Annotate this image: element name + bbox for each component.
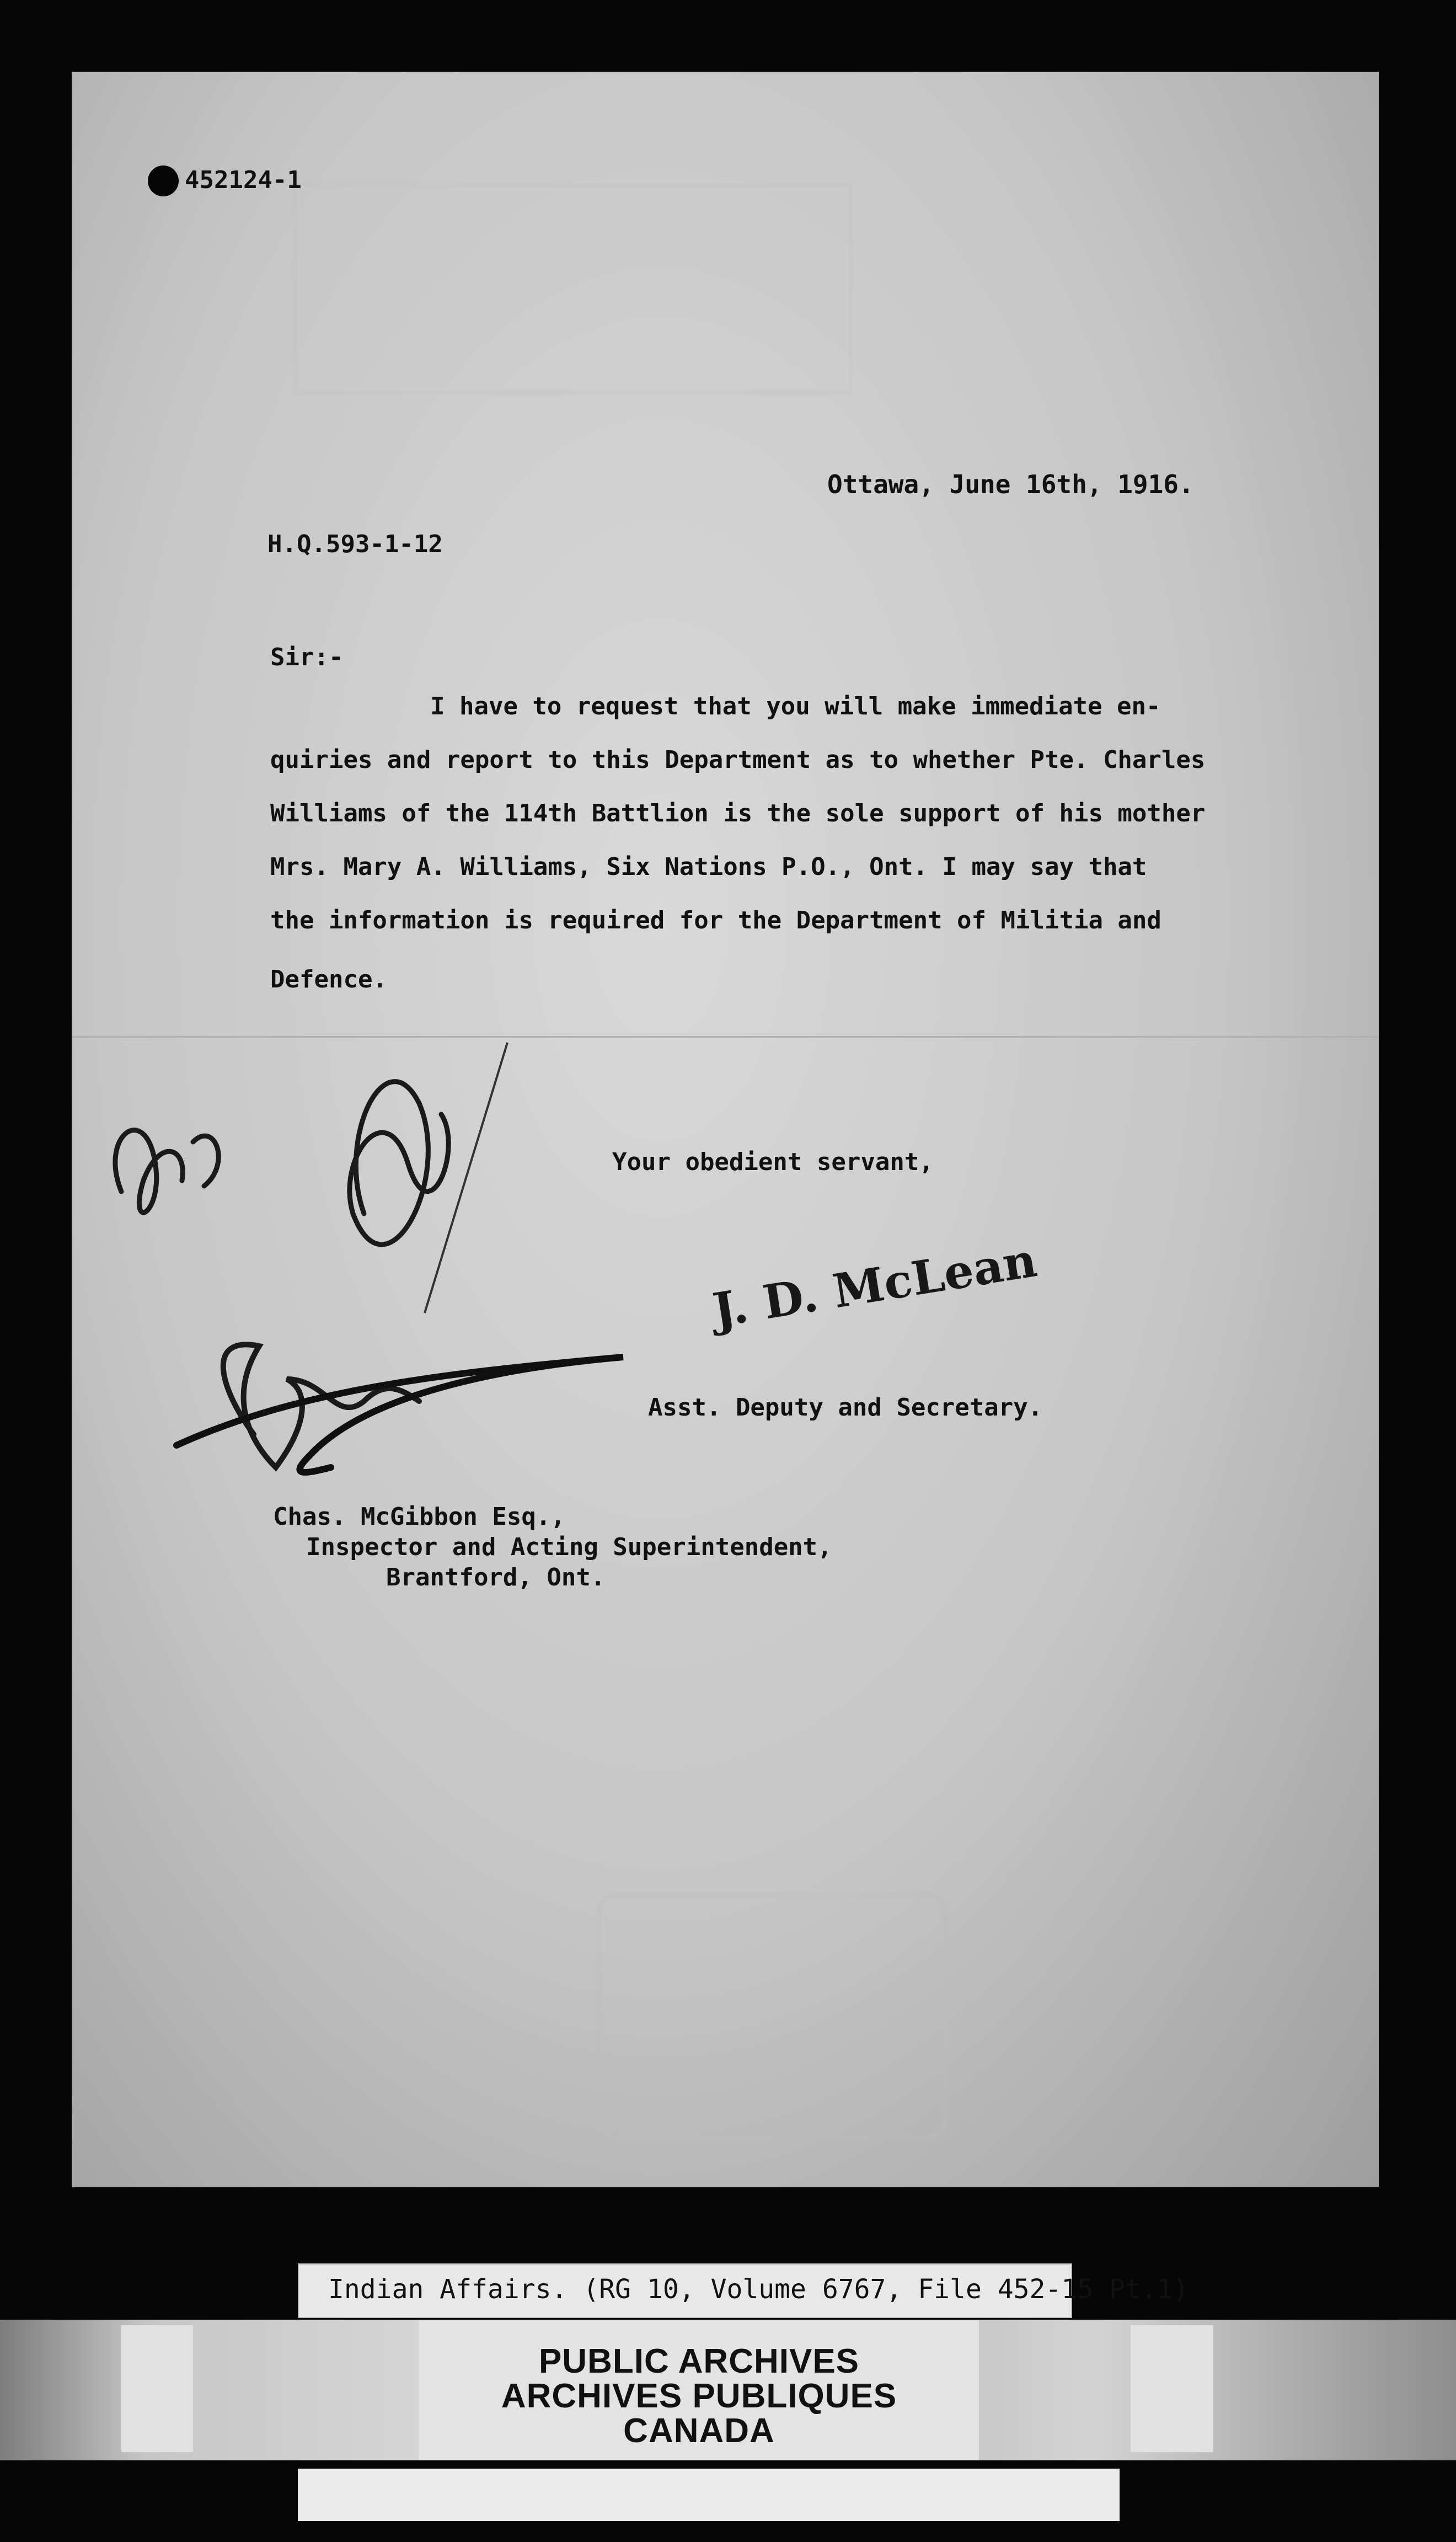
letter-date: Ottawa, June 16th, 1916.: [827, 469, 1194, 499]
addressee-line-1: Chas. McGibbon Esq.,: [273, 1503, 565, 1531]
body-line-3: Williams of the 114th Battlion is the sole support of his mother: [270, 799, 1206, 827]
handwritten-initials: [77, 1037, 684, 1534]
reference-number: H.Q.593-1-12: [267, 530, 443, 558]
addressee-line-2: Inspector and Acting Superintendent,: [306, 1533, 832, 1561]
body-line-1: I have to request that you will make immediate en-: [430, 692, 1161, 720]
archive-stamp-line-1: PUBLIC ARCHIVES: [538, 2342, 860, 2380]
signatory-title: Asst. Deputy and Secretary.: [648, 1393, 1043, 1422]
watermark-emblem: [596, 1892, 949, 2140]
archive-reference-label: Indian Affairs. (RG 10, Volume 6767, File 452-15 Pt.1): [328, 2274, 1189, 2305]
watermark-frame: [292, 182, 853, 395]
film-tab: [121, 2325, 193, 2452]
body-line-2: quiries and report to this Department as to whether Pte. Charles: [270, 746, 1206, 774]
archive-stamp-line-2: ARCHIVES PUBLIQUES: [501, 2377, 897, 2415]
closing: Your obedient servant,: [612, 1148, 934, 1176]
body-line-6: Defence.: [270, 965, 387, 994]
body-line-5: the information is required for the Department of Militia and: [270, 906, 1161, 934]
bottom-label-strip: [298, 2469, 1120, 2521]
signature-stamp: J. D. McLean: [709, 1232, 1041, 1338]
body-line-4: Mrs. Mary A. Williams, Six Nations P.O., Ont. I may say that: [270, 853, 1147, 881]
salutation: Sir:-: [270, 643, 344, 671]
film-tab: [1131, 2325, 1213, 2452]
file-number: 452124-1: [185, 166, 302, 194]
punch-hole-dot: [148, 165, 179, 196]
addressee-line-3: Brantford, Ont.: [386, 1563, 606, 1592]
archive-stamp-line-3: CANADA: [623, 2412, 775, 2450]
